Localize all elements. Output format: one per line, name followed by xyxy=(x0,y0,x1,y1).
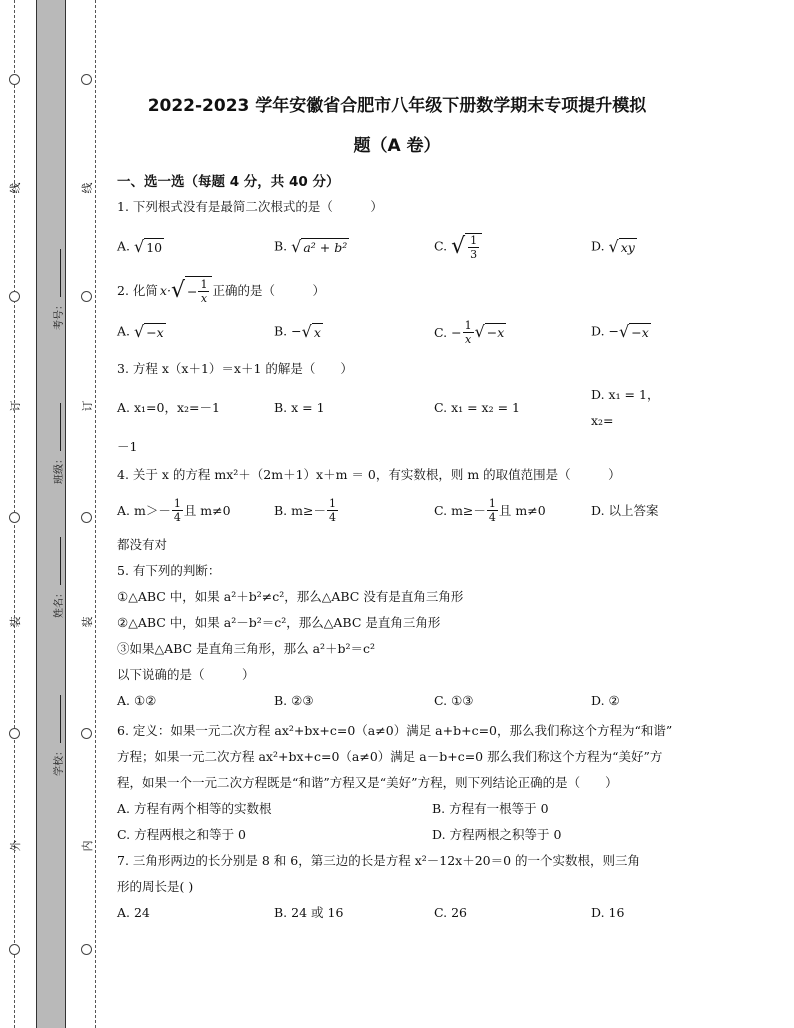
margin-char-ding-inner: 订 xyxy=(81,400,94,412)
option-d[interactable]: D. 以上答案 xyxy=(591,503,659,518)
punch-hole-marker xyxy=(81,74,92,85)
question-5-statement-3: ③如果△ABC 是直角三角形，那么 a²＋b²＝c² xyxy=(117,641,376,656)
question-6-line-1: 6. 定义：如果一元二次方程 ax²+bx+c=0（a≠0）满足 a+b+c=0，那么我们称这个方程为“和谐” xyxy=(117,723,673,738)
margin-char-xian-inner: 线 xyxy=(81,182,94,194)
option-d[interactable]: D. ② xyxy=(591,693,620,708)
punch-hole-marker xyxy=(9,944,20,955)
question-6-line-3: 程，如果一个一元二次方程既是“和谐”方程又是“美好”方程，则下列结论正确的是（ ） xyxy=(117,775,618,790)
exam-content xyxy=(117,86,677,926)
question-7-line-2: 形的周长是( ) xyxy=(117,879,194,894)
field-underline xyxy=(54,403,61,451)
option-b[interactable]: B. ②③ xyxy=(274,693,314,708)
question-1-options xyxy=(117,224,677,270)
exam-title-line-1: 2022-2023 学年安徽省合肥市八年级下册数学期末专项提升模拟 xyxy=(147,96,647,116)
punch-hole-marker xyxy=(81,512,92,523)
question-1-stem: 1. 下列根式没有是最简二次根式的是（ ） xyxy=(117,199,383,214)
question-5-statement-2: ②△ABC 中，如果 a²－b²＝c²，那么△ABC 是直角三角形 xyxy=(117,615,441,630)
question-5-options xyxy=(117,688,677,714)
question-2-stem: 2. 化简 x· √ − $\frac{1}{x}$ 正确的是（ ） xyxy=(117,278,325,305)
margin-char-wai-outer: 外 xyxy=(9,840,22,852)
punch-hole-marker xyxy=(9,728,20,739)
question-6-options xyxy=(117,796,677,848)
question-4-option-d-continued: 都没有对 xyxy=(117,537,168,552)
option-d[interactable]: D. √ xy xyxy=(591,237,635,256)
field-label: 学校： xyxy=(54,746,65,776)
option-c[interactable]: C. − $\frac{1}{x}$ √ −x xyxy=(434,318,505,346)
question-4-options xyxy=(117,488,677,532)
question-5-prompt: 以下说确的是（ ） xyxy=(117,667,255,682)
option-a[interactable]: A. √ 10 xyxy=(117,237,163,256)
punch-hole-marker xyxy=(81,728,92,739)
punch-hole-marker xyxy=(81,291,92,302)
field-label: 班级： xyxy=(54,454,65,484)
question-3-stem: 3. 方程 x（x＋1）＝x＋1 的解是（ ） xyxy=(117,361,353,376)
question-7-options xyxy=(117,900,677,926)
option-b[interactable]: B. 24 或 16 xyxy=(274,905,344,920)
school-field[interactable] xyxy=(50,695,65,776)
punch-hole-marker xyxy=(9,291,20,302)
section-heading: 一、选一选（每题 4 分，共 40 分） xyxy=(117,174,340,190)
option-c[interactable]: C. x₁ = x₂ = 1 xyxy=(434,400,520,415)
option-a[interactable]: A. ①② xyxy=(117,693,157,708)
inner-cut-line xyxy=(95,0,96,1028)
margin-char-zhuang-outer: 装 xyxy=(9,616,22,628)
class-field[interactable] xyxy=(50,403,65,484)
question-4-stem: 4. 关于 x 的方程 mx²＋（2m＋1）x＋m ＝ 0，有实数根，则 m 的取值范围是（ ） xyxy=(117,467,621,482)
option-d[interactable]: D. − √ −x xyxy=(591,322,649,341)
margin-char-nei-inner: 内 xyxy=(81,840,94,852)
question-5-stem: 5. 有下列的判断： xyxy=(117,563,221,578)
option-a[interactable]: A. √ −x xyxy=(117,322,164,341)
option-b[interactable]: B. x = 1 xyxy=(274,400,325,415)
binding-band xyxy=(36,0,66,1028)
option-a[interactable]: A. x₁=0，x₂=－1 xyxy=(117,400,220,415)
option-c[interactable]: C. m≥－ $\frac{1}{4}$ 且 m≠0 xyxy=(434,496,546,524)
field-underline xyxy=(54,695,61,743)
option-a[interactable]: A. m＞－ $\frac{1}{4}$ 且 m≠0 xyxy=(117,496,231,524)
option-d[interactable]: D. x₁ = 1， x₂= xyxy=(591,387,660,428)
question-2-options xyxy=(117,312,677,352)
option-d[interactable]: D. 方程两根之积等于 0 xyxy=(432,827,562,842)
option-d[interactable]: D. 16 xyxy=(591,905,625,920)
exam-title-line-2: 题（A 卷） xyxy=(353,136,441,156)
punch-hole-marker xyxy=(9,74,20,85)
option-b[interactable]: B. √ a² + b² xyxy=(274,237,348,256)
option-a[interactable]: A. 方程有两个相等的实数根 xyxy=(117,801,272,816)
question-5-statement-1: ①△ABC 中，如果 a²＋b²≠c²，那么△ABC 没有是直角三角形 xyxy=(117,589,464,604)
field-label: 姓名： xyxy=(54,588,65,618)
question-6-line-2: 方程；如果一元二次方程 ax²+bx+c=0（a≠0）满足 a－b+c=0 那么我们称这个方程为“美好”方 xyxy=(117,749,663,764)
option-b[interactable]: B. − √ x xyxy=(274,322,321,341)
field-underline xyxy=(54,249,61,297)
option-b[interactable]: B. 方程有一根等于 0 xyxy=(432,801,549,816)
field-underline xyxy=(54,537,61,585)
option-b[interactable]: B. m≥－ $\frac{1}{4}$ xyxy=(274,496,336,524)
margin-char-zhuang-inner: 装 xyxy=(81,616,94,628)
option-a[interactable]: A. 24 xyxy=(117,905,150,920)
option-c[interactable]: C. ①③ xyxy=(434,693,474,708)
option-c[interactable]: C. 方程两根之和等于 0 xyxy=(117,827,246,842)
question-7-line-1: 7. 三角形两边的长分别是 8 和 6，第三边的长是方程 x²－12x＋20＝0 的一个实数根，则三角 xyxy=(117,853,641,868)
punch-hole-marker xyxy=(9,512,20,523)
margin-char-xian-outer: 线 xyxy=(9,182,22,194)
option-c[interactable]: C. 26 xyxy=(434,905,467,920)
field-label: 考号： xyxy=(54,300,65,330)
question-3-options xyxy=(117,382,677,434)
option-c[interactable]: C. √ $\frac{1}{3}$ xyxy=(434,233,591,261)
exam-number-field[interactable] xyxy=(50,249,65,330)
name-field[interactable] xyxy=(50,537,65,618)
question-3-option-d-continued: －1 xyxy=(117,439,138,454)
punch-hole-marker xyxy=(81,944,92,955)
margin-char-ding-outer: 订 xyxy=(9,400,22,412)
